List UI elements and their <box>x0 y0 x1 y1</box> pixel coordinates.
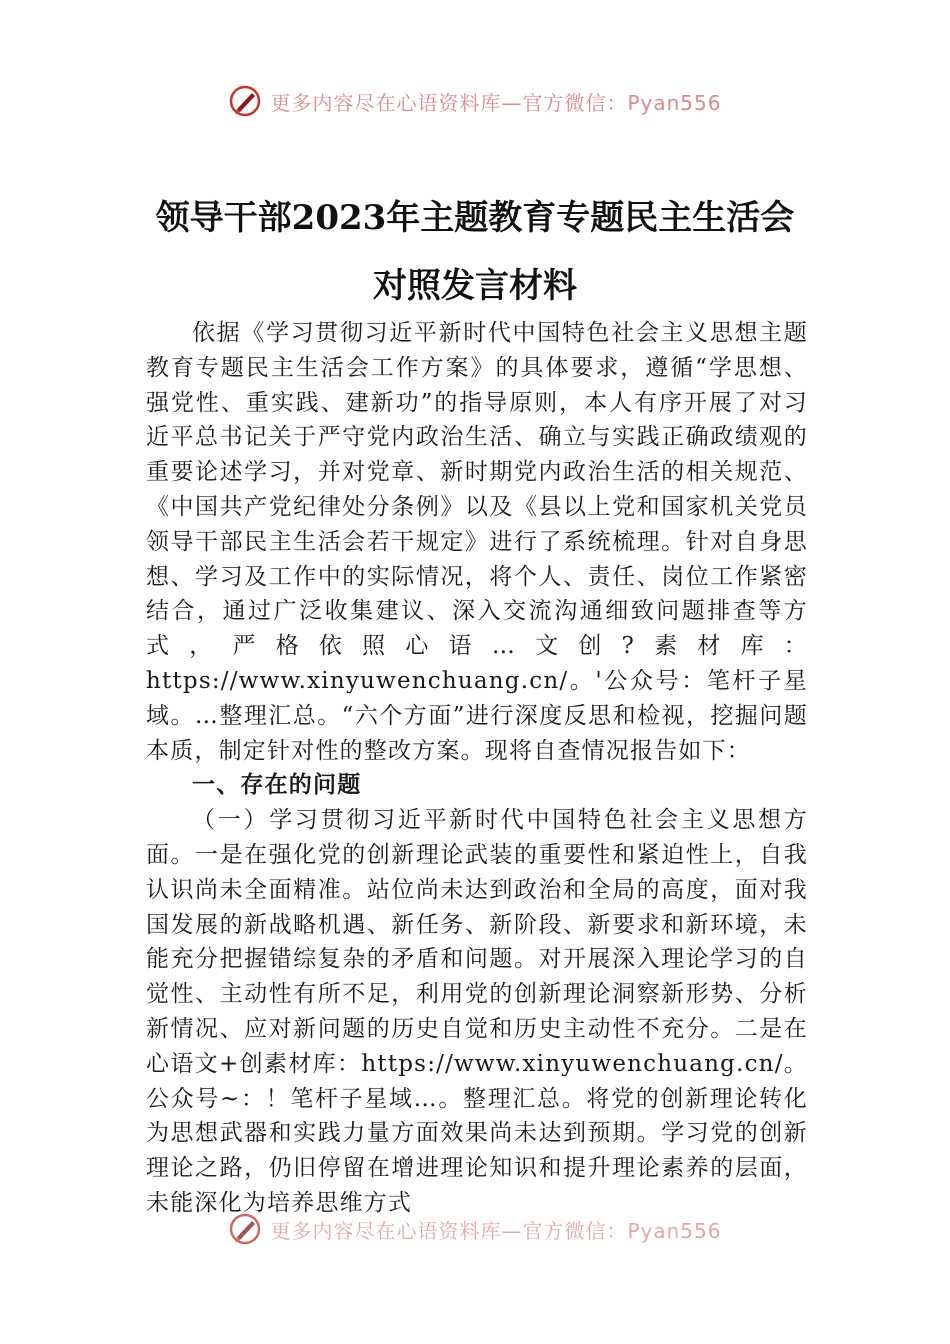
document-title-line1: 领导干部2023年主题教育专题民主生活会 <box>155 198 795 238</box>
watermark-header <box>0 84 950 118</box>
section-heading: 一、存在的问题 <box>192 772 362 799</box>
watermark-footer <box>0 1212 950 1246</box>
watermark-text: 更多内容尽在心语资料库—官方微信：Pyan556 <box>270 1218 722 1243</box>
document-body <box>146 316 808 1221</box>
watermark-text: 更多内容尽在心语资料库—官方微信：Pyan556 <box>270 90 722 115</box>
pen-logo-icon <box>228 1212 262 1246</box>
intro-paragraph: 依据《学习贯彻习近平新时代中国特色社会主义思想主题教育专题民主生活会工作方案》的具体要求，遵循“学思想、强党性、重实践、建新功”的指导原则，本人有序开展了对习近平总书记关于严守党内政治生活、确立与实践正确政绩观的重要论述学习，并对党章、新时期党内政治生活的相关规范、《中国共产党纪律处分条例》以及《县以上党和国家机关党员领导干部民主生活会若干规定》进行了系统梳理。针对自身思想、学习及工作中的实际情况，将个人、责任、岗位工作紧密结合，通过广泛收集建议、深入交流沟通细致问题排查等方式，严格依照心语…文创?素材库：https://www.xinyuwenchuang.cn/。'公众号：笔杆子星域。…整理汇总。“六个方面”进行深度反思和检视，挖掘问题本质，制定针对性的整改方案。现将自查情况报告如下： <box>146 320 808 764</box>
document-title-line2: 对照发言材料 <box>373 266 577 306</box>
section-paragraph: （一）学习贯彻习近平新时代中国特色社会主义思想方面。一是在强化党的创新理论武装的重要性和紧迫性上，自我认识尚未全面精准。站位尚未达到政治和全局的高度，面对我国发展的新战略机遇、新任务、新阶段、新要求和新环境，未能充分把握错综复杂的矛盾和问题。对开展深入理论学习的自觉性、主动性有所不足，利用党的创新理论洞察新形势、分析新情况、应对新问题的历史自觉和历史主动性不充分。二是在心语文+创素材库：https://www.xinyuwenchuang.cn/。公众号~：！笔杆子星域…。整理汇总。将党的创新理论转化为思想武器和实践力量方面效果尚未达到预期。学习党的创新理论之路，仍旧停留在增进理论知识和提升理论素养的层面，未能深化为培养思维方式 <box>146 807 808 1216</box>
pen-logo-icon <box>228 84 262 118</box>
